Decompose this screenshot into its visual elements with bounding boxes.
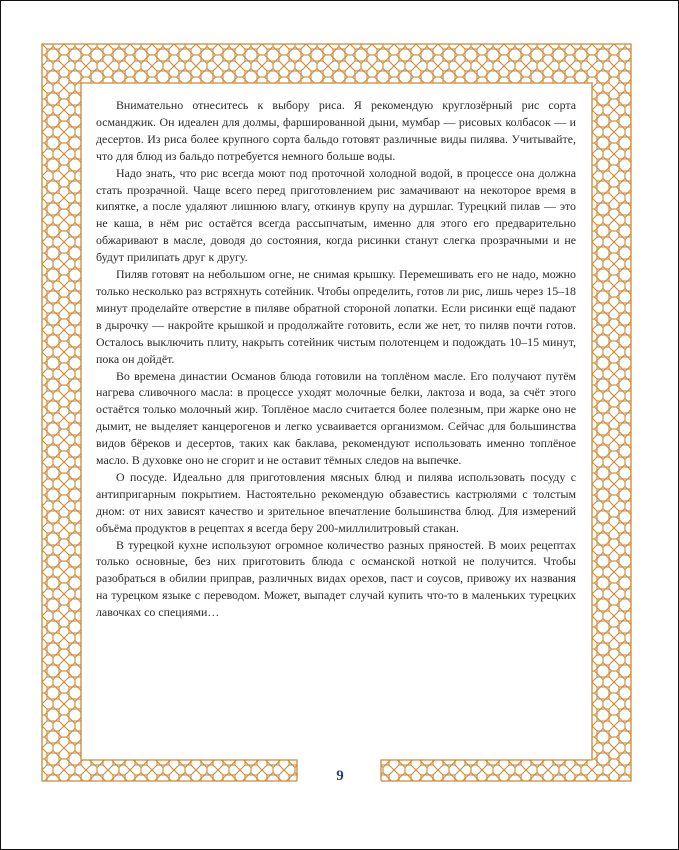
paragraph-rice-washing: Надо знать, что рис всегда моют под проточной холодной водой, в процессе она должна стать прозрачной. Чаще всего перед приготовлением рис замачивают на некоторое время в кипятке, а после удаляют лишнюю влагу, откинув крупу на дуршлаг. Турецкий пилав — это не каша, в нём рис остаётся всегда рассыпчатым, именно для этого его предварительно обжаривают в масле, доводя до состояния, когда рисинки станут слегка прозрачными и не будут прилипать друг к другу. [96, 165, 576, 265]
page-number: 9 [336, 768, 344, 784]
body-text [96, 97, 576, 621]
paragraph-ghee: Во времена династии Османов блюда готовили на топлёном масле. Его получают путём нагрева сливочного масла: в процессе уходят молочные белки, лактоза и вода, за счёт этого остаётся только молочный жир. Топлёное масло считается более полезным, при жарке оно не дымит, не выделяет канцерогенов и легко усваивается организмом. Сейчас для большинства видов бёреков и десертов, таких как баклава, рекомендуют использовать именно топлёное масло. В духовке оно не сгорит и не оставит тёмных следов на выпечке. [96, 368, 576, 468]
paragraph-cookware: О посуде. Идеально для приготовления мясных блюд и пилява использовать посуду с антипригарным покрытием. Настоятельно рекомендую обзавестись кастрюлями с толстым дном: от них зависят качество и зрительное впечатление большинства блюд. Для измерений объёма продуктов в рецептах я всегда беру 200-миллилитровый стакан. [96, 469, 576, 535]
paragraph-pilaf-cooking: Пиляв готовят на небольшом огне, не снимая крышку. Перемешивать его не надо, можно только несколько раз встряхнуть сотейник. Чтобы определить, готов ли рис, лишь через 15–18 минут проделайте отверстие в пиляве обратной стороной лопатки. Если рисинки ещё падают в дырочку — накройте крышкой и продолжайте готовить, если же нет, то пиляв почти готов. Осталось выключить плиту, накрыть сотейник чистым полотенцем и подождать 10–15 минут, пока он дойдёт. [96, 267, 576, 366]
paragraph-rice-choice: Внимательно отнеситесь к выбору риса. Я рекомендую круглозёрный рис сорта османджик. Он идеален для долмы, фаршированной дыни, мумбар — рисовых колбасок — и десертов. Из риса более крупного сорта бальдо готовят различные виды пилява. Учитывайте, что для блюд из бальдо потребуется немного больше воды. [96, 98, 576, 163]
paragraph-spices: В турецкой кухне используют огромное количество разных пряностей. В моих рецептах только основные, без них приготовить блюда с османской ноткой не получится. Чтобы разобраться в обилии приправ, различных видах орехов, паст и соусов, привожу их названия на турецком языке с переводом. Может, выпадет случай купить что-то в маленьких турецких лавочках со специями… [96, 537, 576, 620]
